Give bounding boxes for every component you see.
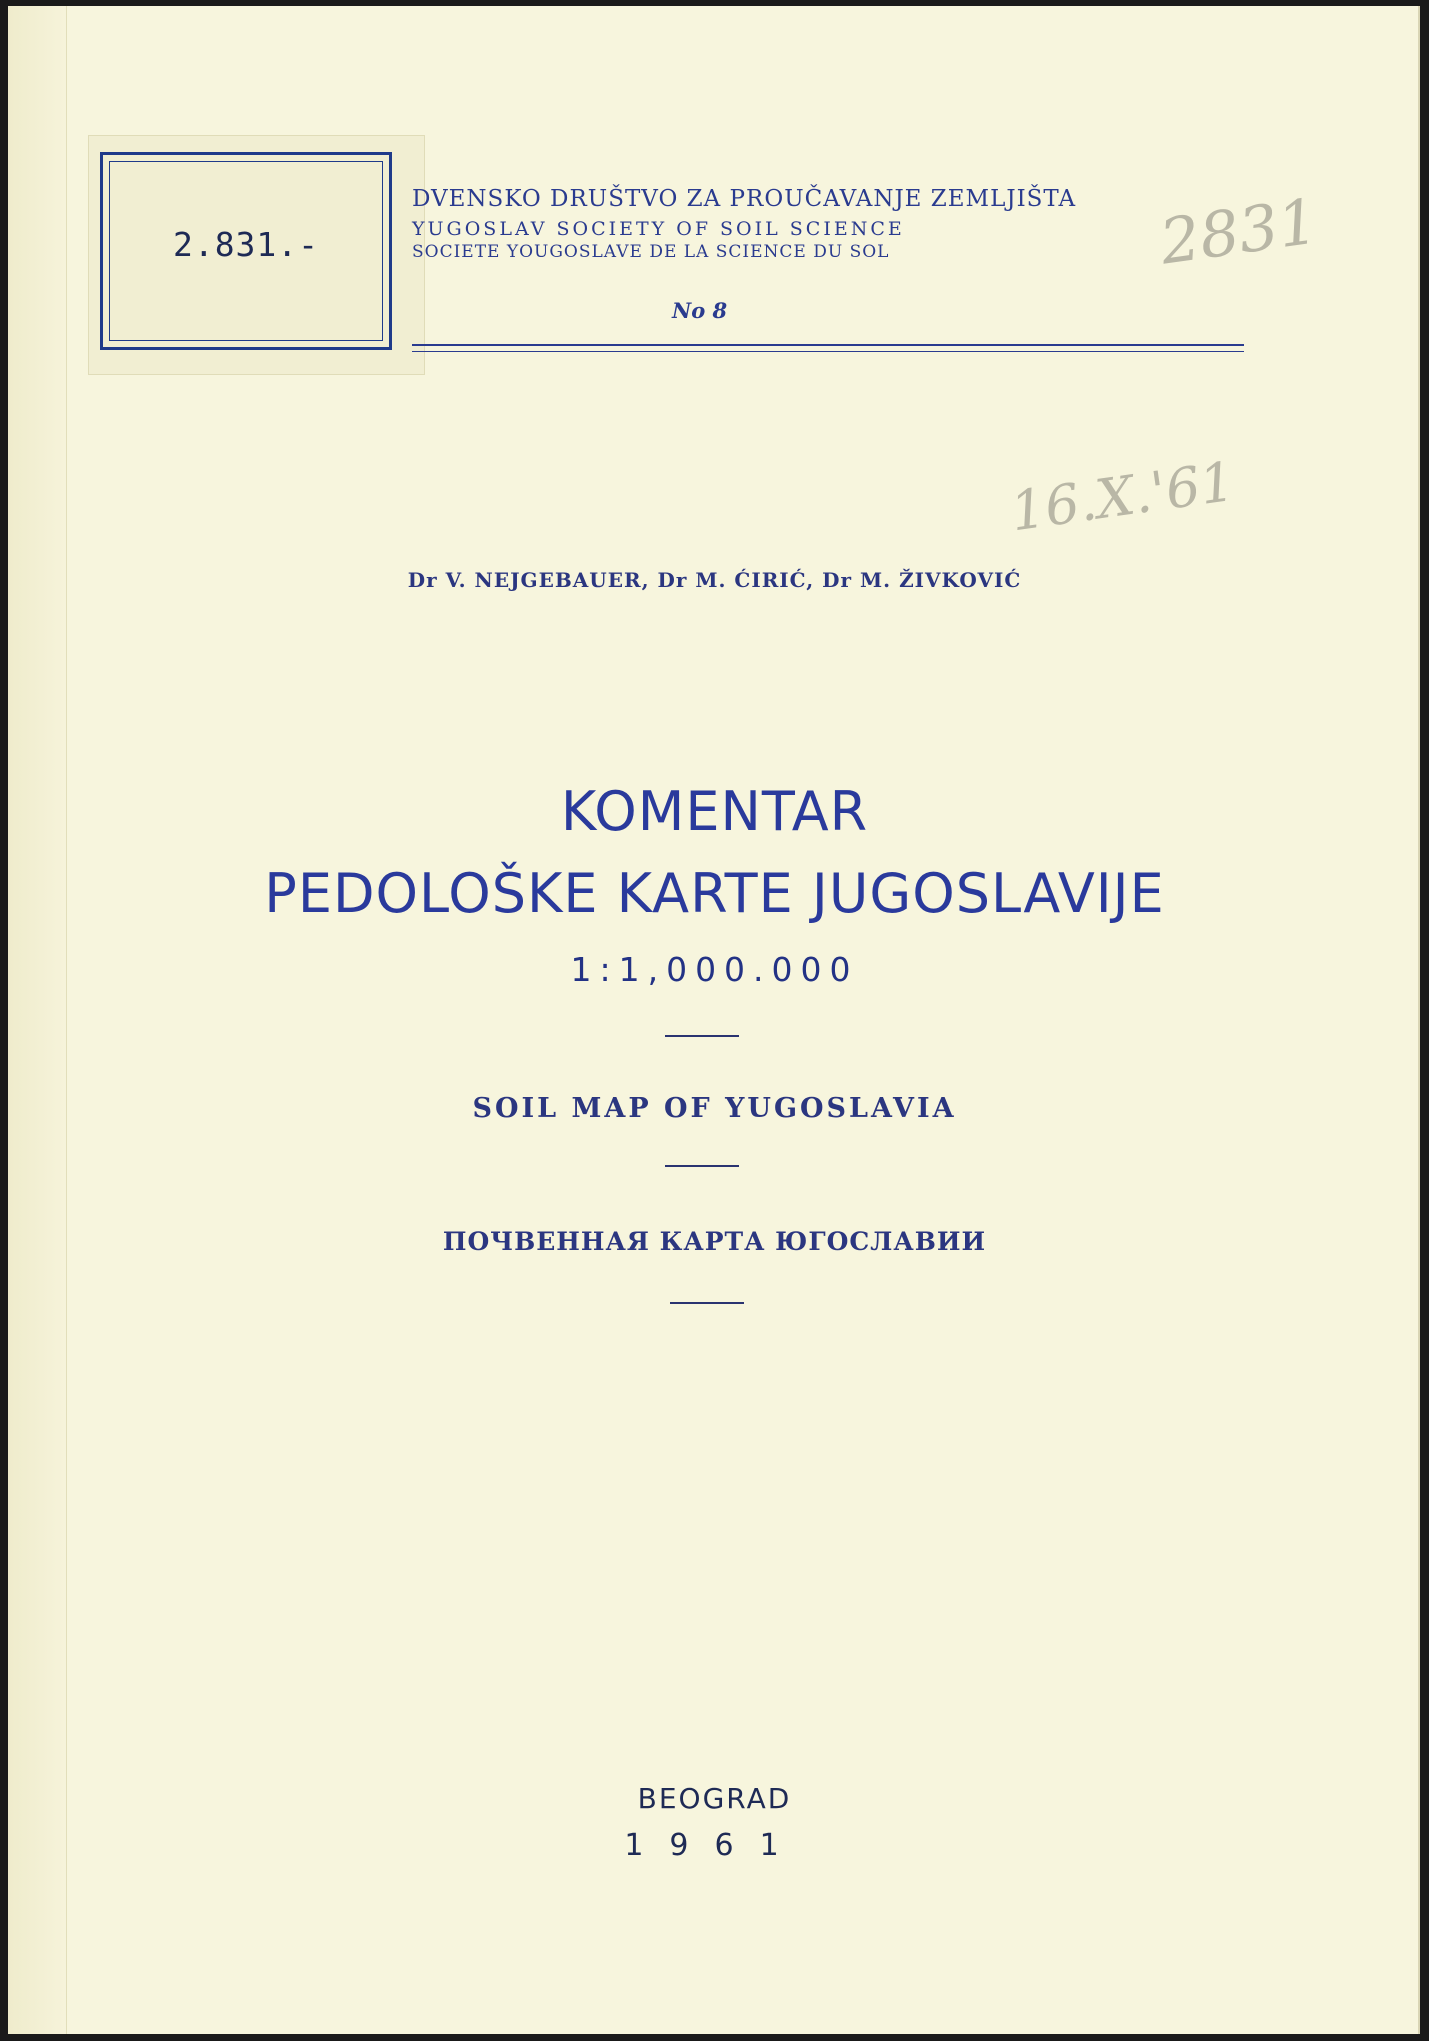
title-line-1: KOMENTAR — [560, 780, 869, 843]
header-double-rule — [412, 344, 1244, 352]
subtitle-english: SOIL MAP OF YUGOSLAVIA — [472, 1093, 957, 1124]
divider-rule — [665, 1035, 739, 1037]
imprint-year: 1961 — [624, 1828, 805, 1863]
divider-rule — [665, 1165, 739, 1167]
series-number: No 8 — [672, 298, 728, 323]
title-line-2: PEDOLOŠKE KARTE JUGOSLAVIJE — [264, 862, 1165, 925]
subtitle-russian: ПОЧВЕННАЯ КАРТА ЮГОСЛАВИИ — [442, 1227, 987, 1256]
imprint-city: BEOGRAD — [637, 1782, 792, 1815]
library-call-number: 2.831.- — [172, 225, 320, 264]
cover-spine-edge — [8, 6, 67, 2034]
map-scale: 1:1,000.000 — [570, 950, 859, 989]
divider-rule — [670, 1302, 744, 1304]
society-header — [412, 186, 1252, 262]
authors-line: Dr V. NEJGEBAUER, Dr M. ĆIRIĆ, Dr M. ŽIVKOVIĆ — [407, 568, 1022, 592]
society-name-serbian: DVENSKO DRUŠTVO ZA PROUČAVANJE ZEMLJIŠTA — [412, 186, 1077, 212]
library-label-frame — [100, 152, 392, 350]
society-name-french: SOCIETE YOUGOSLAVE DE LA SCIENCE DU SOL — [412, 242, 890, 262]
handwritten-inventory-mark: 2831 — [1155, 184, 1323, 279]
society-name-english: YUGOSLAV SOCIETY OF SOIL SCIENCE — [412, 218, 905, 240]
handwritten-date-mark: 16.X.'61 — [1006, 449, 1239, 544]
